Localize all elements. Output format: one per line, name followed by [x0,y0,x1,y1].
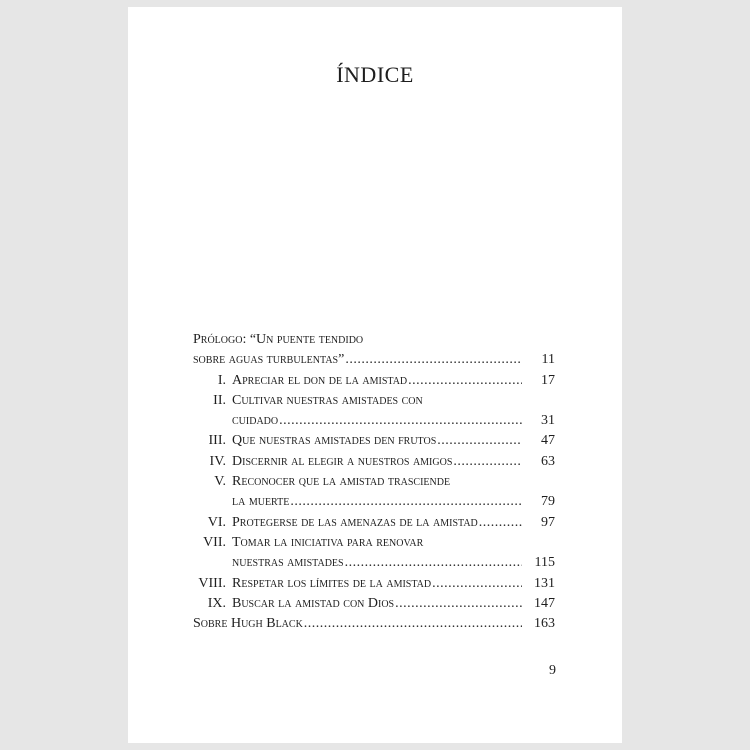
dot-leader [432,574,522,594]
chapter-numeral: IX. [207,595,226,611]
toc-page-number: 79 [541,494,555,510]
toc-entry-text: la muerte [232,494,290,510]
dot-leader [395,594,522,614]
toc-page-number: 97 [541,514,555,530]
toc-entry-text: Apreciar el don de la amistad [232,372,408,388]
toc-entry-text: Buscar la amistad con Dios [232,595,395,611]
toc-entry-text: nuestras amistades [232,555,344,571]
toc-entry-text: cuidado [232,413,279,429]
toc-entry-text: Tomar la iniciativa para renovar [232,534,424,550]
toc-entry-chapter-2[interactable] [193,391,555,432]
dot-leader [479,513,522,533]
table-of-contents [193,330,555,634]
dot-leader [290,492,522,512]
chapter-numeral: III. [208,433,226,449]
chapter-numeral: V. [214,474,226,490]
chapter-numeral: II. [213,392,226,408]
dot-leader [408,371,522,391]
toc-entry-chapter-8[interactable] [193,574,555,594]
toc-page-number: 147 [534,595,555,611]
toc-page-number: 63 [541,453,555,469]
dot-leader [345,553,522,573]
chapter-numeral: I. [217,372,226,388]
toc-entry-text: Prólogo: “Un puente tendido [193,332,364,347]
toc-entry-chapter-3[interactable] [193,431,555,451]
page-title: ÍNDICE [336,62,414,87]
toc-entry-chapter-4[interactable] [193,452,555,472]
toc-entry-text: Discernir al elegir a nuestros amigos [232,453,453,469]
toc-entry-text: Sobre Hugh Black [193,616,303,632]
toc-entry-chapter-9[interactable] [193,594,555,614]
toc-page-number: 11 [541,352,555,368]
dot-leader [279,411,522,431]
toc-entry-chapter-1[interactable] [193,371,555,391]
toc-page-number: 47 [541,433,555,449]
chapter-numeral: VII. [203,534,226,550]
chapter-numeral: VI. [207,514,226,530]
chapter-numeral: VIII. [198,575,226,591]
toc-entry-about-author[interactable] [193,614,555,634]
book-page [128,7,622,743]
toc-page-number: 115 [534,555,555,571]
dot-leader [345,350,522,370]
toc-entry-text: Cultivar nuestras amistades con [232,392,423,408]
toc-entry-text: Que nuestras amistades den frutos [232,433,437,449]
page-number: 9 [549,663,556,678]
toc-entry-text: Reconocer que la amistad trasciende [232,474,451,490]
toc-page-number: 17 [541,372,555,388]
dot-leader [304,614,522,634]
dot-leader [453,452,522,472]
toc-entry-chapter-6[interactable] [193,513,555,533]
toc-entry-text: Respetar los límites de la amistad [232,575,432,591]
toc-entry-text: Protegerse de las amenazas de la amistad [232,514,478,530]
toc-entry-prologue[interactable] [193,330,555,371]
toc-entry-chapter-5[interactable] [193,472,555,513]
toc-entry-text: sobre aguas turbulentas” [193,352,345,368]
chapter-numeral: IV. [209,453,226,469]
toc-entry-chapter-7[interactable] [193,533,555,574]
toc-page-number: 163 [534,616,555,632]
toc-page-number: 131 [534,575,555,591]
dot-leader [437,431,522,451]
toc-page-number: 31 [541,413,555,429]
